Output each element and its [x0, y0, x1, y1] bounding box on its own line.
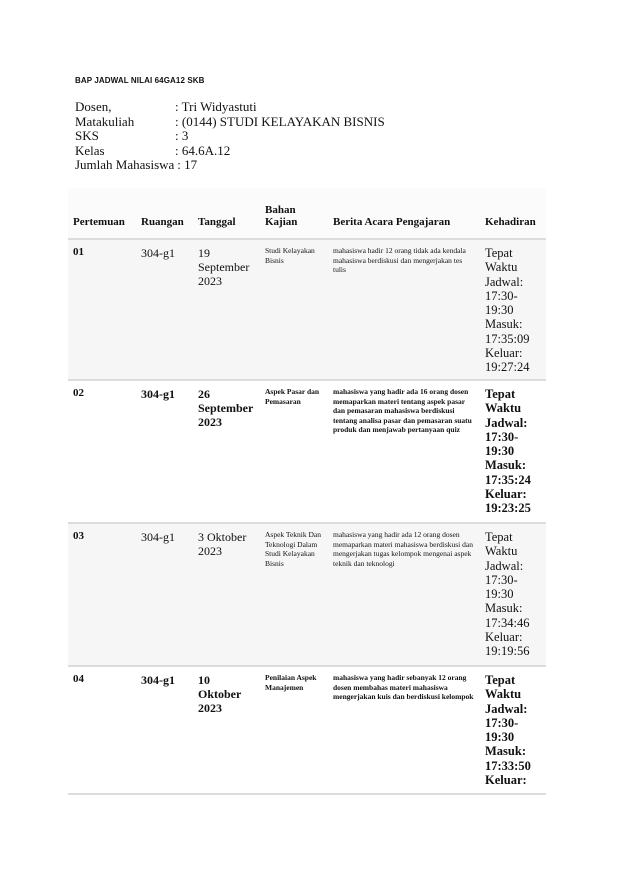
- kehadiran-line: 19:30: [485, 587, 514, 602]
- kehadiran-line: Keluar:: [485, 487, 527, 502]
- kehadiran-line: Tepat: [485, 530, 513, 544]
- kehadiran-line: Jadwal:: [485, 274, 524, 289]
- cell-pertemuan: 04: [68, 666, 136, 794]
- cell-berita-acara: mahasiswa yang hadir ada 16 orang dosen memaparkan materi tentang aspek pasar dan pemasaran mahasiswa berdiskusi tentang analisa pasar dan pemasaran suatu produk dan menjawab pertanyaan quiz: [328, 380, 480, 523]
- kehadiran-line: 17:35:09: [485, 331, 530, 346]
- cell-tanggal: 26 September 2023: [193, 380, 260, 523]
- info-value: : Tri Widyastuti: [175, 99, 257, 114]
- kehadiran-line: Waktu: [485, 260, 518, 275]
- kehadiran-line: Waktu: [485, 401, 522, 416]
- info-row-sks: [75, 129, 385, 144]
- cell-tanggal: 10 Oktober 2023: [193, 666, 260, 794]
- kehadiran-line: Jadwal:: [485, 701, 528, 716]
- info-value: : 3: [175, 128, 189, 143]
- info-label: Kelas: [75, 142, 105, 158]
- cell-tanggal: 19 September 2023: [193, 239, 260, 380]
- info-row-kelas: [75, 144, 385, 159]
- header-bahan-kajian: Bahan Kajian: [260, 188, 328, 239]
- table-header-row: [68, 188, 546, 239]
- kehadiran-line: 17:30-: [485, 572, 518, 587]
- info-row-jumlah-mahasiswa: [75, 158, 385, 173]
- kehadiran-line: Masuk:: [485, 601, 523, 616]
- table-row: [68, 523, 546, 666]
- kehadiran-line: 19:30: [485, 444, 515, 459]
- cell-ruangan: 304-g1: [136, 666, 193, 794]
- header-berita-acara: Berita Acara Pengajaran: [328, 188, 480, 239]
- cell-pertemuan: 01: [68, 239, 136, 380]
- cell-kehadiran: [480, 239, 546, 380]
- kehadiran-line: Waktu: [485, 544, 518, 559]
- kehadiran-line: Keluar:: [485, 773, 527, 788]
- kehadiran-line: Tepat: [485, 673, 516, 687]
- kehadiran-line: 19:30: [485, 303, 514, 318]
- cell-ruangan: 304-g1: [136, 239, 193, 380]
- header-kehadiran: Kehadiran: [480, 188, 546, 239]
- kehadiran-line: 17:33:50: [485, 758, 531, 773]
- table-row: [68, 380, 546, 523]
- attendance-table-wrapper: [68, 188, 546, 795]
- cell-bahan-kajian: Studi Kelayakan Bisnis: [260, 239, 328, 380]
- kehadiran-line: Masuk:: [485, 317, 523, 332]
- cell-kehadiran: [480, 666, 546, 794]
- kehadiran-line: 17:30-: [485, 429, 519, 444]
- cell-ruangan: 304-g1: [136, 380, 193, 523]
- info-value: : (0144) STUDI KELAYAKAN BISNIS: [175, 113, 385, 129]
- info-label: Jumlah Mahasiswa: [75, 157, 175, 172]
- cell-bahan-kajian: Aspek Pasar dan Pemasaran: [260, 380, 328, 523]
- kehadiran-line: 19:30: [485, 730, 515, 745]
- kehadiran-line: 17:35:24: [485, 472, 531, 487]
- attendance-table: [68, 188, 546, 795]
- kehadiran-line: 19:23:25: [485, 501, 531, 516]
- cell-ruangan: 304-g1: [136, 523, 193, 666]
- cell-berita-acara: mahasiswa hadir 12 orang tidak ada kendala mahasiswa berdiskusi dan mengerjakan tes tulis: [328, 239, 480, 380]
- kehadiran-line: 19:19:56: [485, 644, 530, 659]
- kehadiran-line: Jadwal:: [485, 558, 524, 573]
- cell-tanggal: 3 Oktober 2023: [193, 523, 260, 666]
- kehadiran-line: Jadwal:: [485, 415, 528, 430]
- kehadiran-line: Tepat: [485, 387, 516, 401]
- kehadiran-line: Keluar:: [485, 346, 523, 361]
- info-label: Dosen,: [75, 99, 112, 114]
- info-label: Matakuliah: [75, 113, 135, 129]
- info-value: : 64.6A.12: [175, 142, 231, 158]
- info-row-matakuliah: [75, 115, 385, 130]
- cell-pertemuan: 02: [68, 380, 136, 523]
- cell-pertemuan: 03: [68, 523, 136, 666]
- course-info: [75, 100, 385, 173]
- cell-bahan-kajian: Aspek Teknik Dan Teknologi Dalam Studi Kelayakan Bisnis: [260, 523, 328, 666]
- kehadiran-line: 17:30-: [485, 715, 519, 730]
- info-label: SKS: [75, 128, 99, 143]
- document-title: BAP JADWAL NILAI 64GA12 SKB: [75, 76, 205, 85]
- info-value: : 17: [177, 157, 198, 172]
- cell-kehadiran: [480, 380, 546, 523]
- cell-kehadiran: [480, 523, 546, 666]
- kehadiran-line: 19:27:24: [485, 360, 530, 375]
- cell-bahan-kajian: Penilaian Aspek Manajemen: [260, 666, 328, 794]
- header-tanggal: Tanggal: [193, 188, 260, 239]
- table-row: [68, 666, 546, 794]
- info-row-dosen: [75, 100, 385, 115]
- kehadiran-line: 17:30-: [485, 288, 518, 303]
- table-row: [68, 239, 546, 380]
- kehadiran-line: Waktu: [485, 687, 522, 702]
- cell-berita-acara: mahasiswa yang hadir ada 12 orang dosen memaparkan materi mahasiswa berdiskusi dan mengerjakan tugas kelompok mengenai aspek teknik dan teknologi: [328, 523, 480, 666]
- header-ruangan: Ruangan: [136, 188, 193, 239]
- kehadiran-line: Tepat: [485, 246, 513, 260]
- header-pertemuan: Pertemuan: [68, 188, 136, 239]
- kehadiran-line: Keluar:: [485, 630, 523, 645]
- cell-berita-acara: mahasiswa yang hadir sebanyak 12 orang dosen membahas materi mahasiswa mengerjakan kuis dan berdiskusi kelompok: [328, 666, 480, 794]
- kehadiran-line: Masuk:: [485, 744, 526, 759]
- kehadiran-line: 17:34:46: [485, 615, 530, 630]
- kehadiran-line: Masuk:: [485, 458, 526, 473]
